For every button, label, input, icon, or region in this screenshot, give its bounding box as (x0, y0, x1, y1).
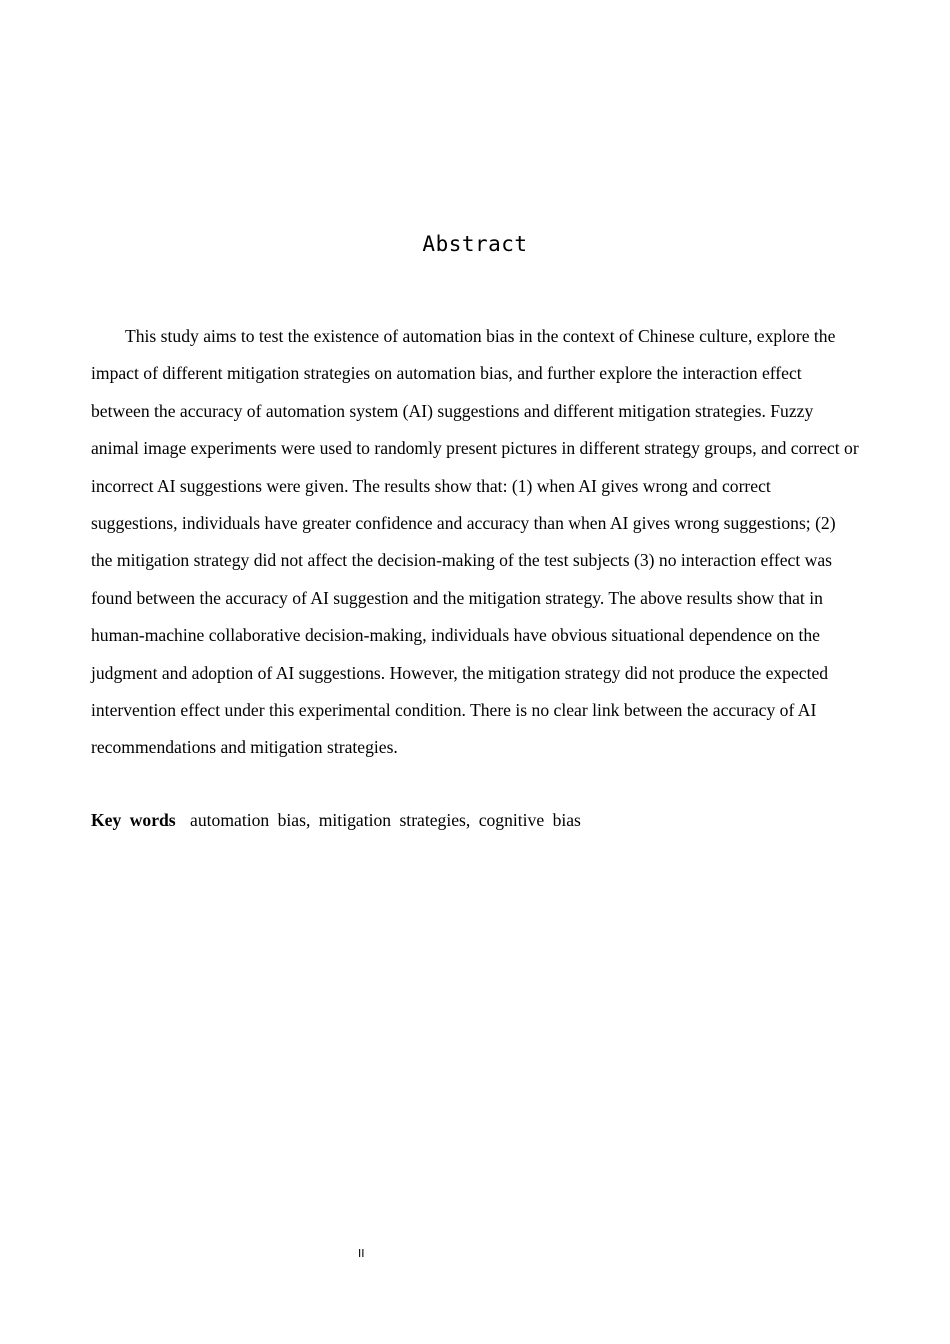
keywords-line (91, 805, 859, 835)
abstract-title: Abstract (422, 232, 528, 256)
keywords-list: automation bias, mitigation strategies, cognitive bias (190, 810, 581, 830)
page-number: II (358, 1247, 365, 1260)
abstract-body (91, 318, 859, 767)
keywords-label: Key words (91, 810, 176, 830)
abstract-paragraph: This study aims to test the existence of automation bias in the context of Chinese culture, explore the impact of different mitigation strategies on automation bias, and further explore the interaction effect between the accuracy of automation system (AI) suggestions and different mitigation strategies. Fuzzy animal image experiments were used to randomly present pictures in different strategy groups, and correct or incorrect AI suggestions were given. The results show that: (1) when AI gives wrong and correct suggestions, individuals have greater confidence and accuracy than when AI gives wrong suggestions; (2) the mitigation strategy did not affect the decision-making of the test subjects (3) no interaction effect was found between the accuracy of AI suggestion and the mitigation strategy. The above results show that in human-machine collaborative decision-making, individuals have obvious situational dependence on the judgment and adoption of AI suggestions. However, the mitigation strategy did not produce the expected intervention effect under this experimental condition. There is no clear link between the accuracy of AI recommendations and mitigation strategies. (91, 326, 859, 758)
